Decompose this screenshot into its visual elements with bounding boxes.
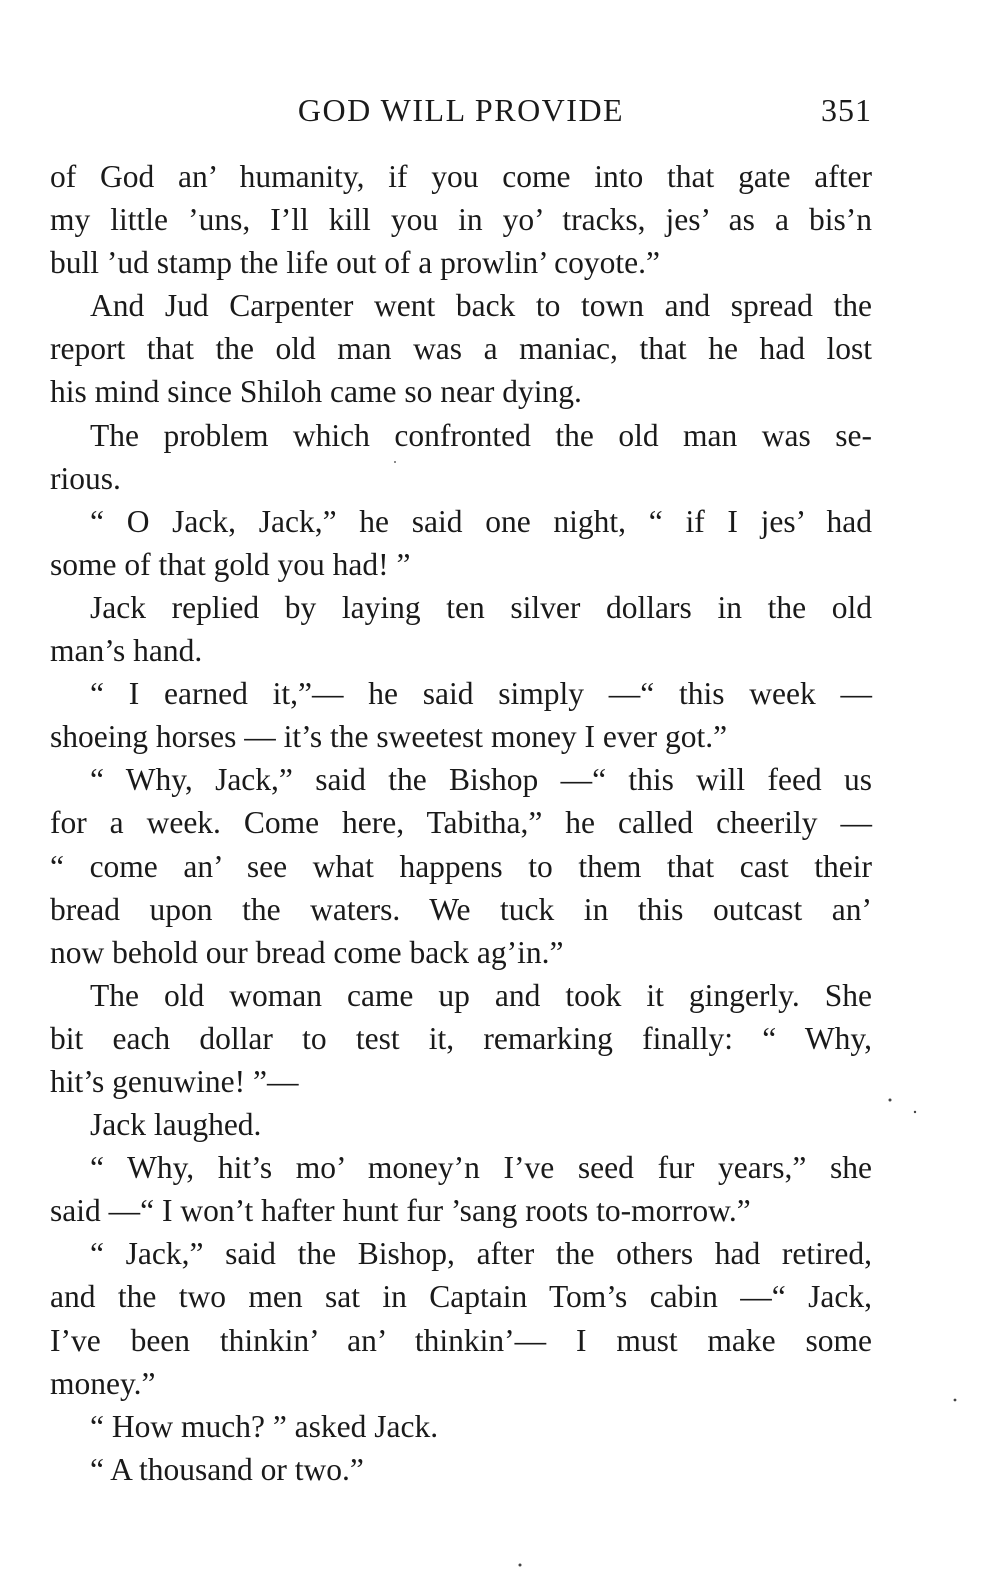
text-line: I’ve been thinkin’ an’ thinkin’— I must make some xyxy=(50,1322,872,1358)
text-line: said —“ I won’t hafter hunt fur ’sang roots to-morrow.” xyxy=(50,1193,751,1229)
paragraph-first-line: “ O Jack, Jack,” he said one night, “ if I jes’ had xyxy=(90,503,872,539)
text-line: for a week. Come here, Tabitha,” he called cheerily — xyxy=(50,805,872,841)
speck xyxy=(519,1564,522,1567)
text-line: man’s hand. xyxy=(50,633,203,669)
text-line: some of that gold you had! ” xyxy=(50,546,411,582)
page-number: 351 xyxy=(821,92,872,128)
text-line: my little ’uns, I’ll kill you in yo’ tracks, jes’ as a bis’n xyxy=(50,202,872,238)
speck xyxy=(889,1099,892,1102)
page-header xyxy=(50,86,872,134)
paragraph-first-line: “ Jack,” said the Bishop, after the others had retired, xyxy=(90,1236,872,1272)
text-line: rious. xyxy=(50,460,121,496)
paragraph-first-line: “ Why, hit’s mo’ money’n I’ve seed fur years,” she xyxy=(90,1150,872,1186)
body-text xyxy=(50,155,872,1491)
text-line: report that the old man was a maniac, that he had lost xyxy=(50,331,872,367)
paragraph-first-line: Jack replied by laying ten silver dollars in the old xyxy=(90,589,872,625)
paragraph-first-line: “ Why, Jack,” said the Bishop —“ this will feed us xyxy=(90,762,872,798)
paragraph-first-line: “ I earned it,”— he said simply —“ this week — xyxy=(90,676,872,712)
text-line: of God an’ humanity, if you come into that gate after xyxy=(50,159,872,194)
paragraph-first-line: “ A thousand or two.” xyxy=(90,1451,364,1487)
text-line: shoeing horses — it’s the sweetest money I ever got.” xyxy=(50,719,728,755)
text-line: bread upon the waters. We tuck in this outcast an’ xyxy=(50,891,872,927)
speck xyxy=(914,1111,916,1113)
speck xyxy=(954,1399,957,1402)
text-line: hit’s genuwine! ”— xyxy=(50,1063,299,1099)
text-line: bull ’ud stamp the life out of a prowlin’ coyote.” xyxy=(50,245,661,281)
text-line: his mind since Shiloh came so near dying. xyxy=(50,374,582,410)
paragraph-first-line: The old woman came up and took it gingerly. She xyxy=(90,977,872,1013)
text-line: and the two men sat in Captain Tom’s cabin —“ Jack, xyxy=(50,1279,872,1315)
paragraph-first-line: And Jud Carpenter went back to town and spread the xyxy=(90,288,872,324)
text-line: now behold our bread come back ag’in.” xyxy=(50,934,564,970)
text-line: bit each dollar to test it, remarking finally: “ Why, xyxy=(50,1020,872,1056)
paragraph-first-line: The problem which confronted the old man was se- xyxy=(90,417,872,453)
running-title: GOD WILL PROVIDE xyxy=(297,92,625,128)
text-line: money.” xyxy=(50,1365,156,1401)
text-line: “ come an’ see what happens to them that cast their xyxy=(50,848,872,884)
paragraph-first-line: “ How much? ” asked Jack. xyxy=(90,1408,439,1444)
paragraph-first-line: Jack laughed. xyxy=(90,1107,262,1143)
